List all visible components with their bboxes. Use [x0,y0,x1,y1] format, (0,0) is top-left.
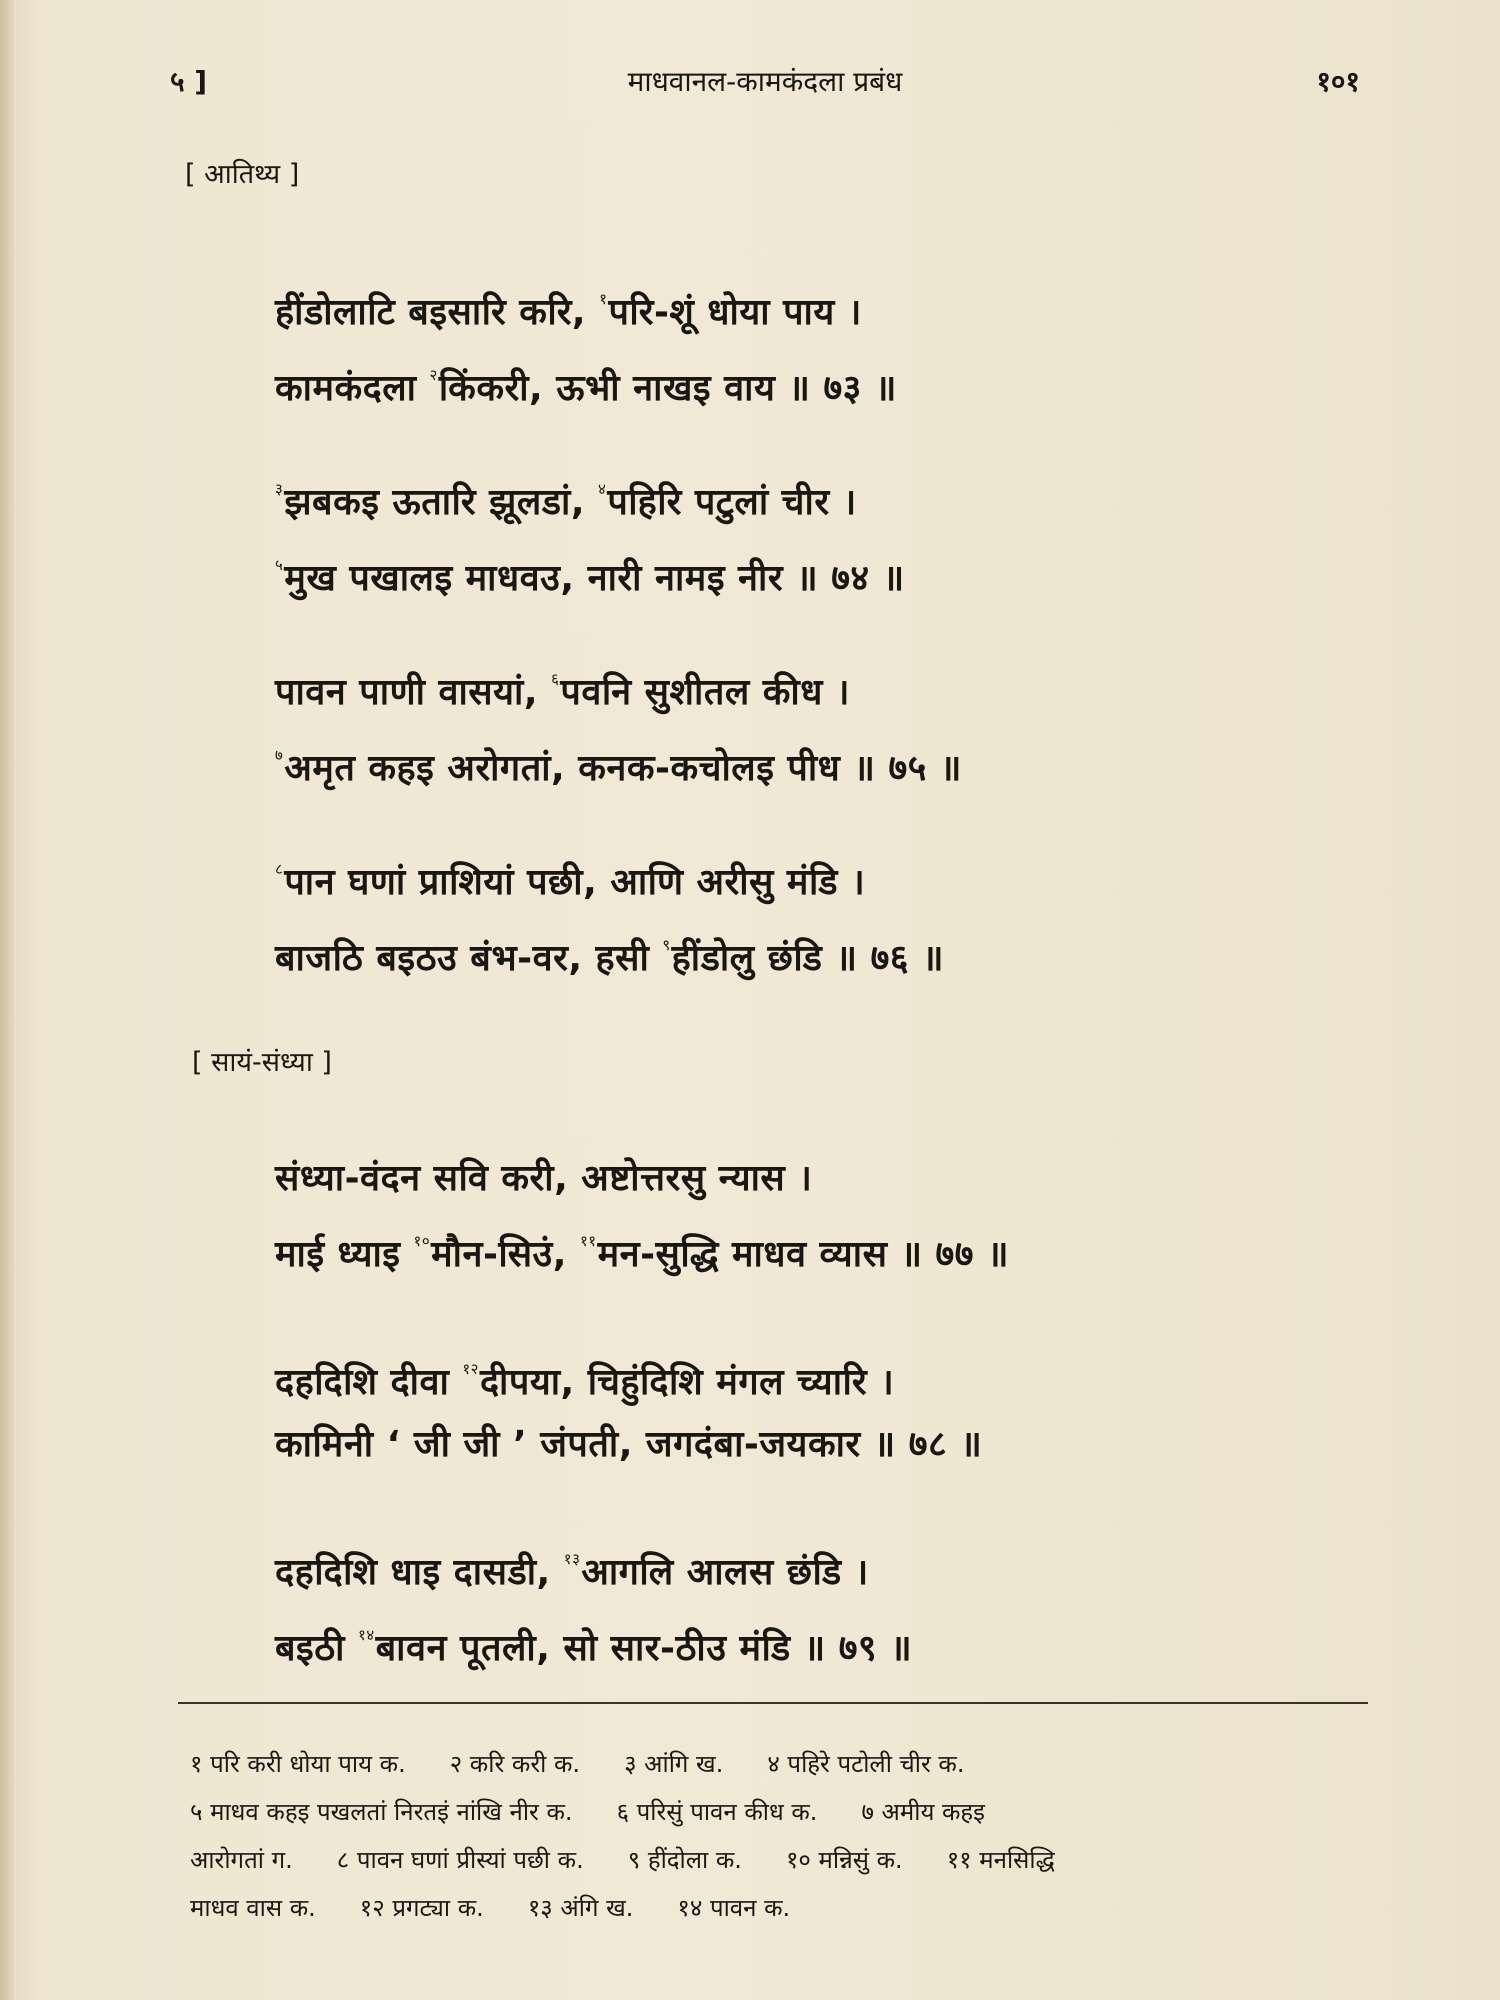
footnote-row [190,1740,1365,1788]
footnote-row [190,1788,1365,1836]
footnote-item: माधव वास क. [190,1894,316,1922]
verse-77 [275,1148,1325,1286]
footnotes [190,1740,1365,1932]
footnote-marker: ४ [598,480,607,498]
verse-line [275,458,1325,534]
verse-text: दहदिशि दीवा [275,1362,463,1403]
footnote-divider [178,1702,1368,1704]
chapter-marker: ५ ] [170,65,208,98]
footnote-marker: १४ [358,1626,375,1644]
footnote-marker: १२ [462,1360,479,1378]
verse-text: मुख पखालइ माधवउ, नारी नामइ नीर ॥ ७४ ॥ [284,558,905,599]
verse-text: बाजठि बइठउ बंभ-वर, हसी [275,938,663,979]
page-binding-edge [0,0,14,2000]
verse-line [275,1148,1325,1210]
footnote-item: ३ आंगि ख. [624,1750,724,1778]
verse-line [275,1414,1325,1476]
footnote-marker: ७ [275,746,284,764]
footnote-item: ९ हींदोला क. [627,1846,742,1874]
footnote-marker: १० [413,1232,431,1250]
footnote-item: ५ माधव कहइ पखलतां निरतइं नांखि नीर क. [190,1798,573,1826]
footnote-item: १३ अंगि ख. [527,1894,634,1922]
footnote-marker: ३ [275,480,284,498]
footnote-row [190,1884,1365,1932]
verse-79 [275,1528,1325,1680]
verse-line [275,268,1325,344]
verse-text: संध्या-वंदन सवि करी, अष्टोत्तरसु न्यास । [275,1158,813,1199]
footnote-item: १ परि करी धोया पाय क. [190,1750,406,1778]
footnote-marker: ६ [551,670,560,688]
verse-line [275,914,1325,990]
footnote-item: आरोगतां ग. [190,1846,293,1874]
footnote-marker: ५ [275,556,284,574]
verse-74 [275,458,1325,610]
verse-78 [275,1338,1325,1476]
footnote-item: ७ अमीय कहइ [861,1798,985,1826]
verse-line [275,1338,1325,1414]
verse-line [275,1528,1325,1604]
verse-text: झबकइ ऊतारि झूलडां, [284,482,599,523]
verse-text: किंकरी, ऊभी नाखइ वाय ॥ ७३ ॥ [438,368,897,409]
footnote-item: २ करि करी क. [449,1750,581,1778]
footnote-item: १२ प्रगट्या क. [359,1894,484,1922]
verse-text: कामकंदला [275,368,430,409]
page-number: १०१ [1316,65,1360,98]
verse-text: आगलि आलस छंडि । [581,1552,869,1593]
verse-text: दहदिशि धाइ दासडी, [275,1552,564,1593]
verse-line [275,1210,1325,1286]
footnote-item: ११ मनसिद्धि [946,1846,1055,1874]
verse-line [275,724,1325,800]
footnote-row [190,1836,1365,1884]
section-heading-sayam-sandhya: [ सायं-संध्या ] [192,1047,332,1078]
footnote-item: ८ पावन घणां प्रीस्यां पछी क. [336,1846,584,1874]
verse-line [275,1604,1325,1680]
footnote-marker: १ [599,290,608,308]
footnote-item: ६ परिसुं पावन कीध क. [616,1798,818,1826]
verse-text: हींडोलु छंडि ॥ ७६ ॥ [671,938,945,979]
verse-line [275,534,1325,610]
verse-text: पवनि सुशीतल कीध । [560,672,851,713]
verse-text: पान घणां प्राशियां पछी, आणि अरीसु मंडि । [284,862,866,903]
verse-text: बइठी [275,1628,359,1669]
verse-text: माई ध्याइ [275,1234,414,1275]
running-title: माधवानल-कामकंदला प्रबंध [627,65,903,98]
verse-text: हींडोलाटि बइसारि करि, [275,292,600,333]
footnote-item: ४ पहिरे पटोली चीर क. [767,1750,965,1778]
verse-line [275,838,1325,914]
verse-text: मन-सुद्धि माधव व्यास ॥ ७७ ॥ [597,1234,1010,1275]
verse-73 [275,268,1325,420]
verse-76 [275,838,1325,990]
footnote-marker: ९ [662,936,671,954]
verse-text: बावन पूतली, सो सार-ठीउ मंडि ॥ ७९ ॥ [375,1628,913,1669]
verse-text: कामिनी ‘ जी जी ’ जंपती, जगदंबा-जयकार ॥ ७८ ॥ [275,1424,983,1465]
footnote-marker: ८ [275,860,284,878]
footnote-marker: २ [429,366,438,384]
footnote-marker: १३ [563,1550,581,1568]
verse-text: दीपया, चिहुंदिशि मंगल च्यारि । [479,1362,895,1403]
verse-text: पहिरि पटुलां चीर । [607,482,857,523]
verse-text: अमृत कहइ अरोगतां, कनक-कचोलइ पीध ॥ ७५ ॥ [284,748,962,789]
verse-75 [275,648,1325,800]
verse-line [275,648,1325,724]
verse-text: परि-शूं धोया पाय । [608,292,862,333]
verse-line [275,344,1325,420]
running-header [170,62,1360,102]
verse-text: पावन पाणी वासयां, [275,672,552,713]
footnote-item: १० मन्निसुं क. [785,1846,903,1874]
footnote-item: १४ पावन क. [677,1894,791,1922]
footnote-marker: ११ [580,1232,597,1250]
section-heading-atithya: [ आतिथ्य ] [185,159,300,190]
verse-text: मौन-सिउं, [431,1234,580,1275]
